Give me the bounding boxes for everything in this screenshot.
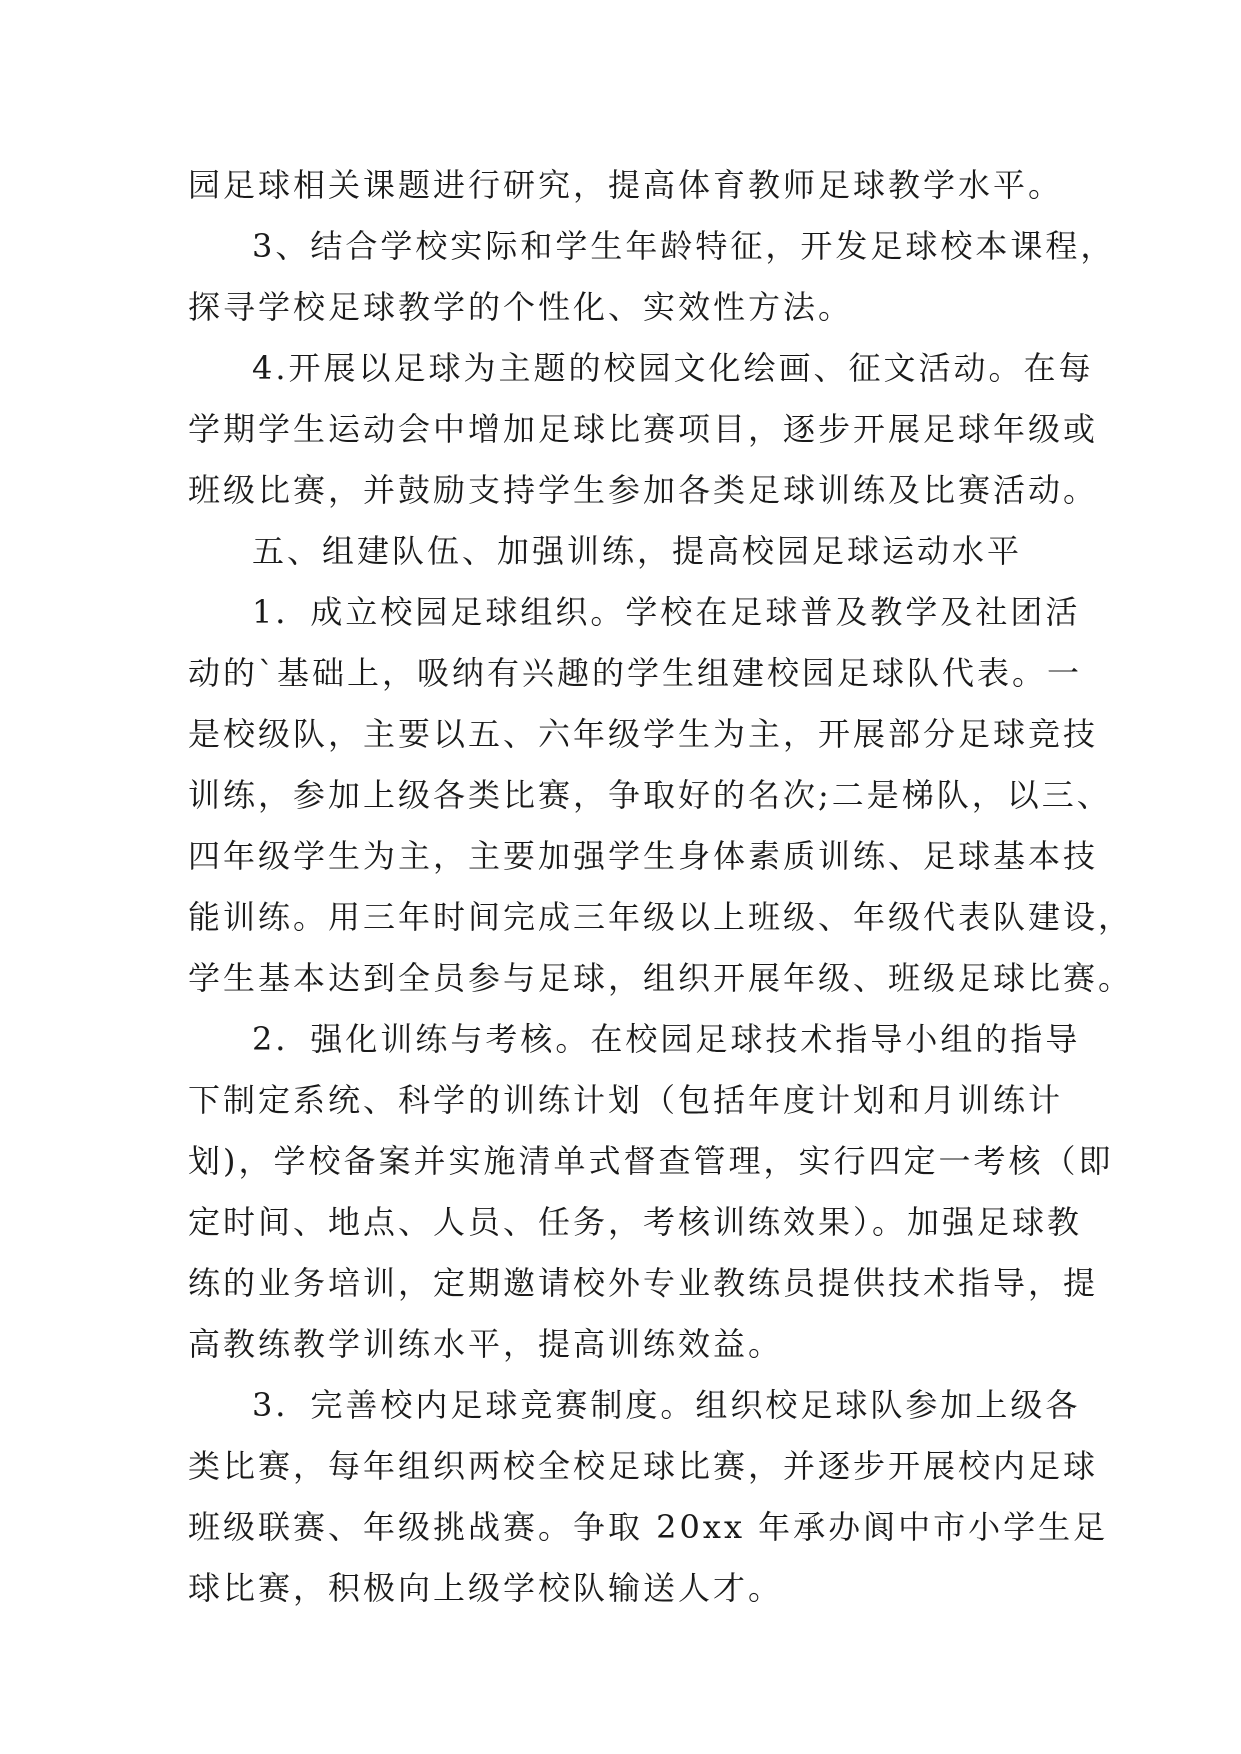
text-line: 学期学生运动会中增加足球比赛项目，逐步开展足球年级或 — [188, 410, 1099, 448]
text-line: 2．强化训练与考核。在校园足球技术指导小组的指导 — [252, 1020, 1081, 1058]
text-line: 学生基本达到全员参与足球，组织开展年级、班级足球比赛。 — [188, 959, 1134, 997]
text-line: 四年级学生为主，主要加强学生身体素质训练、足球基本技 — [188, 837, 1099, 875]
text-line: 动的`基础上，吸纳有兴趣的学生组建校园足球队代表。一 — [188, 654, 1083, 692]
text-line: 划)，学校备案并实施清单式督查管理，实行四定一考核（即 — [188, 1142, 1114, 1180]
text-line: 是校级队，主要以五、六年级学生为主，开展部分足球竞技 — [188, 715, 1099, 753]
document-body — [188, 155, 1134, 1619]
text-line: 1．成立校园足球组织。学校在足球普及教学及社团活 — [252, 593, 1081, 631]
text-line: 训练，参加上级各类比赛，争取好的名次;二是梯队，以三、 — [188, 776, 1112, 814]
text-line: 班级联赛、年级挑战赛。争取 20xx 年承办阆中市小学生足 — [188, 1508, 1109, 1546]
text-line: 3、结合学校实际和学生年龄特征，开发足球校本课程， — [252, 227, 1116, 265]
text-line: 高教练教学训练水平，提高训练效益。 — [188, 1325, 784, 1363]
text-line: 班级比赛，并鼓励支持学生参加各类足球训练及比赛活动。 — [188, 471, 1099, 509]
section-heading: 五、组建队伍、加强训练，提高校园足球运动水平 — [252, 532, 1023, 570]
text-line: 类比赛，每年组织两校全校足球比赛，并逐步开展校内足球 — [188, 1447, 1099, 1485]
text-line: 下制定系统、科学的训练计划（包括年度计划和月训练计 — [188, 1081, 1064, 1119]
text-line: 练的业务培训，定期邀请校外专业教练员提供技术指导，提 — [188, 1264, 1099, 1302]
text-line: 3．完善校内足球竞赛制度。组织校足球队参加上级各 — [252, 1386, 1081, 1424]
text-line: 能训练。用三年时间完成三年级以上班级、年级代表队建设， — [188, 898, 1134, 936]
text-line: 4.开展以足球为主题的校园文化绘画、征文活动。在每 — [252, 349, 1094, 387]
text-line: 定时间、地点、人员、任务，考核训练效果）。加强足球教 — [188, 1203, 1083, 1241]
text-line: 探寻学校足球教学的个性化、实效性方法。 — [188, 288, 854, 326]
text-line: 球比赛，积极向上级学校队输送人才。 — [188, 1569, 784, 1607]
text-line: 园足球相关课题进行研究，提高体育教师足球教学水平。 — [188, 166, 1064, 204]
